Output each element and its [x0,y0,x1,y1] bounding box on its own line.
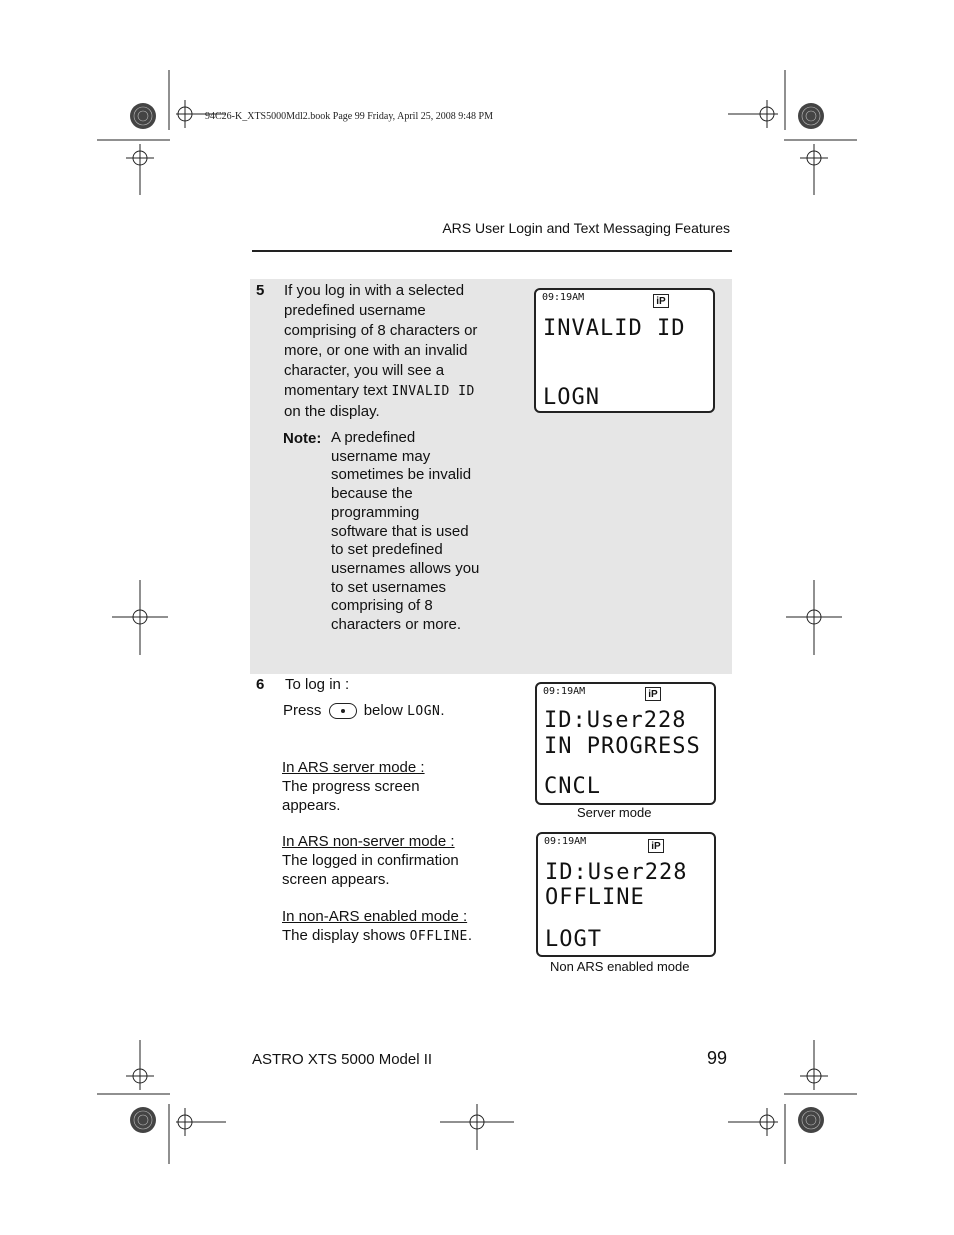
nonars-mode-line [282,926,512,946]
server-mode-block [282,758,512,815]
note-text [331,429,501,635]
nonserver-mode-block [282,832,512,889]
momentary-code: INVALID ID [391,384,475,399]
note-line: usernames allows you [331,559,480,577]
note-line: to set predefined [331,541,443,559]
server-mode-caption: Server mode [577,805,652,820]
running-header: ARS User Login and Text Messaging Features [442,220,730,236]
nonars-mode-display [536,832,716,957]
momentary-prefix: momentary text [284,382,392,399]
nonserver-mode-line: screen appears. [282,871,390,888]
note-line: software that is used [331,522,469,540]
invalid-id-display [534,288,715,413]
display-softkey: CNCL [544,774,601,799]
step5-line: character, you will see a [284,362,445,379]
note-label: Note: [283,430,322,447]
press-code: LOGN [407,704,441,719]
step5-line: If you log in with a selected [284,282,465,299]
display-softkey: LOGT [545,927,602,952]
ip-icon: iP [653,294,669,308]
step6-number: 6 [256,676,265,693]
display-line: IN PROGRESS [544,734,701,759]
note-line: to set usernames [331,578,447,596]
press-below: below [363,702,403,719]
step5-momentary-line [284,381,504,402]
footer-title: ASTRO XTS 5000 Model II [252,1051,433,1068]
server-mode-display [535,682,716,805]
note-line: programming [331,503,420,521]
nonserver-mode-line: The logged in confirmation [282,852,459,869]
note-line: because the [331,485,413,503]
header-rule [252,250,732,252]
display-time: 09:19AM [544,836,587,847]
server-mode-heading: In ARS server mode : [282,759,425,776]
menu-select-button-icon [329,703,357,719]
page-number: 99 [707,1048,728,1068]
display-line: INVALID ID [543,316,686,341]
step5-line: predefined username [284,302,426,319]
note-line: A predefined [331,429,416,446]
note-line: username may [331,447,431,465]
display-softkey: LOGN [543,385,600,410]
server-mode-line: appears. [282,797,341,814]
nonars-end: . [467,927,473,944]
nonars-mode-heading: In non-ARS enabled mode : [282,908,468,925]
ip-icon: iP [648,839,664,853]
server-mode-line: The progress screen [282,778,420,795]
step5-text [284,281,504,422]
step6-press-line [283,701,445,722]
step5-line: comprising of 8 characters or [284,322,478,339]
display-line: ID:User228 [545,860,688,885]
nonars-mode-block [282,907,512,946]
note-line: sometimes be invalid [331,466,472,484]
nonserver-mode-heading: In ARS non-server mode : [282,833,455,850]
step6-intro: To log in : [285,676,350,693]
ip-icon: iP [645,687,661,701]
display-line: OFFLINE [545,885,645,910]
print-header: 94C26-K_XTS5000Mdl2.book Page 99 Friday, April 25, 2008 9:48 PM [205,111,493,122]
note-line: comprising of 8 [331,597,433,615]
step5-number: 5 [256,282,265,299]
step5-line: on the display. [284,403,380,420]
display-time: 09:19AM [543,686,586,697]
display-time: 09:19AM [542,292,585,303]
nonars-prefix: The display shows [282,927,410,944]
step5-line: more, or one with an invalid [284,342,468,359]
note-line: characters or more. [331,616,462,634]
press-prefix: Press [283,702,322,719]
display-line: ID:User228 [544,708,687,733]
nonars-mode-caption: Non ARS enabled mode [550,959,690,974]
nonars-code: OFFLINE [409,929,468,944]
press-end: . [440,702,445,719]
